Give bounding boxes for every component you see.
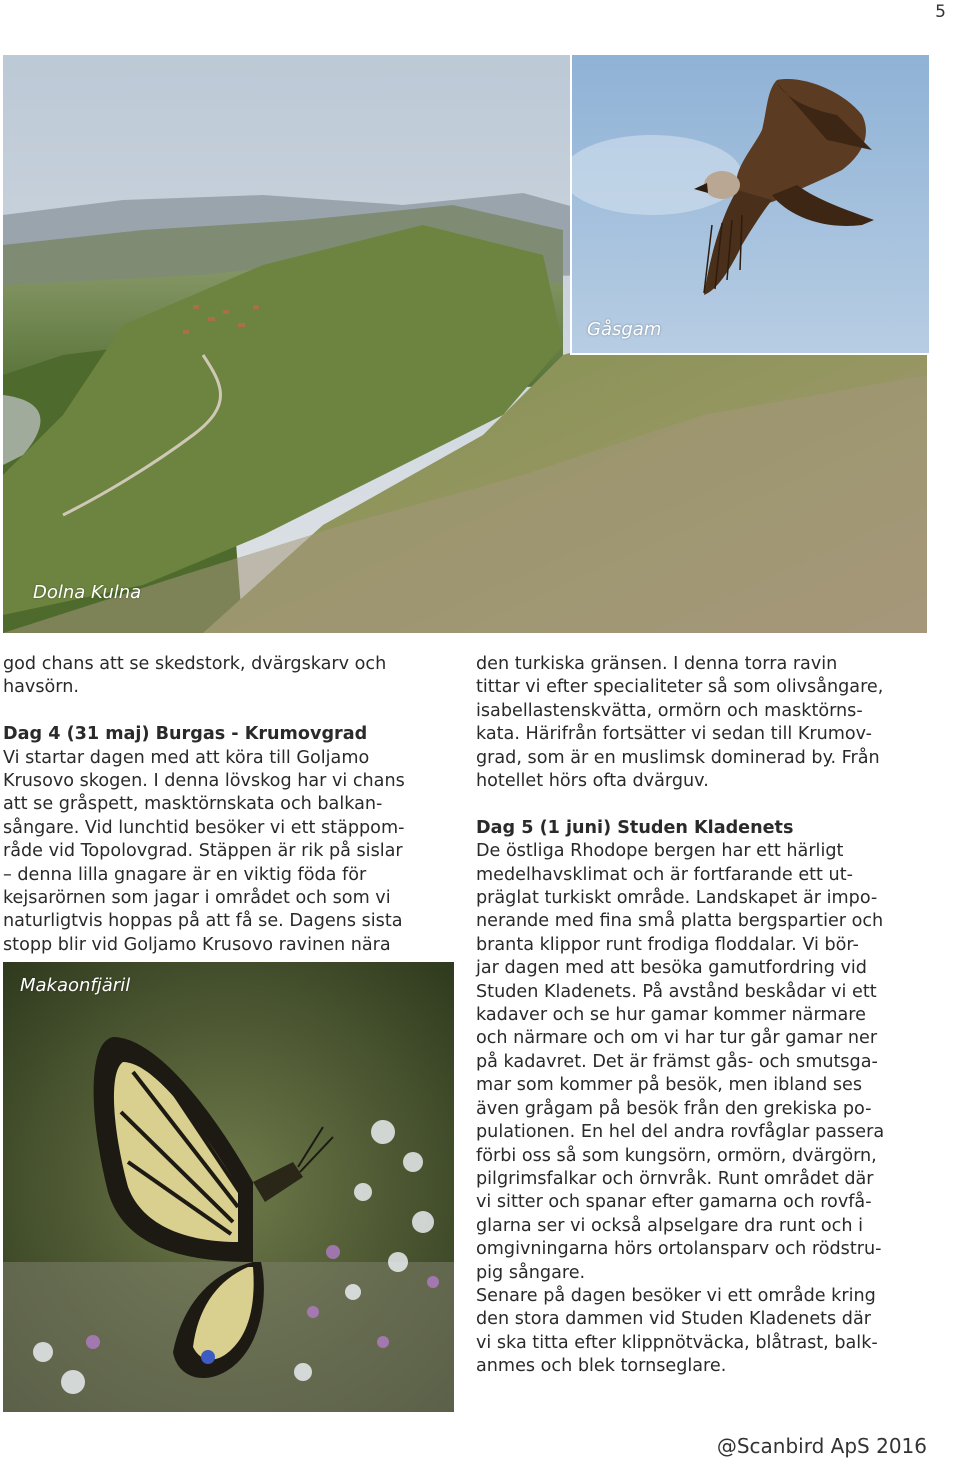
day5-line: pig sångare. bbox=[476, 1262, 586, 1283]
day5-line: Senare på dagen besöker vi ett område kring bbox=[476, 1285, 876, 1306]
day5-line: medelhavsklimat och är fortfarande ett ut- bbox=[476, 864, 853, 885]
landscape-caption: Dolna Kulna bbox=[33, 582, 142, 603]
day4-line: att se gråspett, masktörnskata och balkan- bbox=[3, 794, 383, 815]
day5-line: präglat turkiskt område. Landskapet är impo- bbox=[476, 888, 878, 909]
day5-line: mar som kommer på besök, men ibland ses bbox=[476, 1075, 862, 1096]
intro-line: god chans att se skedstork, dvärgskarv och bbox=[3, 654, 387, 674]
vulture-photo bbox=[570, 55, 929, 355]
day5-line: kadaver och se hur gamar kommer närmare bbox=[476, 1005, 866, 1026]
day4-line: – denna lilla gnagare är en viktig föda för bbox=[3, 864, 367, 885]
day4-continued-line: hotellet hörs ofta dvärguv. bbox=[476, 771, 709, 792]
day4-continued-line: tittar vi efter specialiteter så som olivsångare, bbox=[476, 677, 884, 698]
day5-line: vi ska titta efter klippnötväcka, blåtrast, balk- bbox=[476, 1332, 878, 1353]
day4-continued-line: isabellastenskvätta, ormörn och masktörns- bbox=[476, 700, 863, 721]
right-column bbox=[476, 653, 936, 1379]
day4-line: råde vid Topolovgrad. Stäppen är rik på sislar bbox=[3, 841, 403, 862]
day5-line: pulationen. En hel del andra rovfåglar passera bbox=[476, 1122, 885, 1143]
day5-line: glarna ser vi också alpselgare dra runt och i bbox=[476, 1215, 863, 1236]
day5-line: pilgrimsfalkar och örnvråk. Runt området där bbox=[476, 1168, 874, 1189]
day4-continued-line: grad, som är en muslimsk dominerad by. Från bbox=[476, 747, 880, 768]
left-column bbox=[3, 653, 455, 957]
footer-copyright: @Scanbird ApS 2016 bbox=[716, 1434, 927, 1458]
page-number: 5 bbox=[935, 2, 946, 22]
day5-line: Studen Kladenets. På avstånd beskådar vi ett bbox=[476, 981, 877, 1002]
day4-line: naturligtvis hoppas på att få se. Dagens sista bbox=[3, 911, 403, 932]
day5-line: omgivningarna hörs ortolansparv och rödstru- bbox=[476, 1239, 882, 1260]
day5-line: De östliga Rhodope bergen har ett härligt bbox=[476, 841, 844, 862]
vulture-caption: Gåsgam bbox=[587, 319, 662, 340]
day5-line: förbi oss så som kungsörn, ormörn, dvärgörn, bbox=[476, 1145, 877, 1166]
butterfly-caption: Makaonfjäril bbox=[20, 975, 131, 996]
day4-line: Krusovo skogen. I denna lövskog har vi chans bbox=[3, 771, 405, 792]
day4-line: stopp blir vid Goljamo Krusovo ravinen nära bbox=[3, 934, 391, 955]
day4-continued-line: kata. Härifrån fortsätter vi sedan till Krumov- bbox=[476, 724, 872, 745]
day5-line: och närmare och om vi har tur går gamar ner bbox=[476, 1028, 878, 1049]
day5-line: på kadavret. Det är främst gås- och smutsga- bbox=[476, 1051, 878, 1072]
day5-line: vi sitter och spanar efter gamarna och rovfå- bbox=[476, 1192, 872, 1213]
day4-line: Vi startar dagen med att köra till Goljamo bbox=[3, 747, 370, 768]
day5-line: branta klippor runt frodiga floddalar. Vi bör- bbox=[476, 934, 859, 955]
day5-line: även grågam på besök från den grekiska po- bbox=[476, 1098, 872, 1119]
day5-heading: Dag 5 (1 juni) Studen Kladenets bbox=[476, 817, 794, 838]
butterfly-photo bbox=[3, 962, 454, 1412]
day4-line: kejsarörnen som jagar i området och som vi bbox=[3, 888, 391, 909]
day5-line: den stora dammen vid Studen Kladenets där bbox=[476, 1309, 871, 1330]
day4-continued-line: den turkiska gränsen. I denna torra ravin bbox=[476, 654, 838, 674]
day5-line: anmes och blek tornseglare. bbox=[476, 1356, 727, 1377]
intro-line: havsörn. bbox=[3, 677, 79, 698]
day5-line: nerande med fina små platta bergspartier och bbox=[476, 911, 884, 932]
day4-heading: Dag 4 (31 maj) Burgas - Krumovgrad bbox=[3, 724, 368, 745]
day5-line: jar dagen med att besöka gamutfordring vid bbox=[476, 958, 867, 979]
day4-line: sångare. Vid lunchtid besöker vi ett stäppom- bbox=[3, 817, 405, 838]
